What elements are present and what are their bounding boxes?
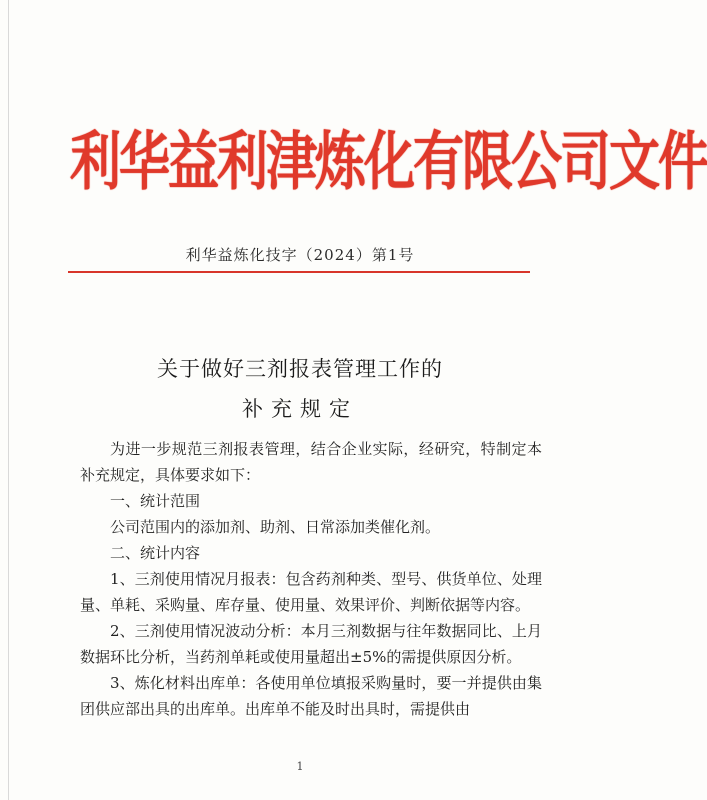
- red-divider-line: [68, 271, 530, 273]
- content-item-2: 2、三剂使用情况波动分析：本月三剂数据与往年数据同比、上月数据环比分析，当药剂单耗或使用量超出±5%的需提供原因分析。: [80, 622, 542, 666]
- content-item-3: 3、炼化材料出库单：各使用单位填报采购量时，要一并提供由集团供应部出具的出库单。出库单不能及时出具时，需提供由: [80, 674, 542, 718]
- section-heading-content: 二、统计内容: [110, 544, 201, 562]
- document-body: [80, 436, 542, 722]
- document-number: 利华益炼化技字（2024）第1号: [185, 246, 415, 264]
- page-number: 1: [296, 760, 304, 773]
- intro-paragraph: 为进一步规范三剂报表管理，结合企业实际，经研究，特制定本补充规定，具体要求如下：: [80, 440, 542, 484]
- content-item-1: 1、三剂使用情况月报表：包含药剂种类、型号、供货单位、处理量、单耗、采购量、库存量、使用量、效果评价、判断依据等内容。: [80, 570, 542, 614]
- document-title-line2: 补充规定: [242, 397, 358, 421]
- section-text-scope: 公司范围内的添加剂、助剂、日常添加类催化剂。: [110, 518, 441, 536]
- org-header-title: 利华益利津炼化有限公司文件: [70, 125, 707, 200]
- document-title-line1: 关于做好三剂报表管理工作的: [157, 357, 443, 381]
- section-heading-scope: 一、统计范围: [110, 492, 201, 510]
